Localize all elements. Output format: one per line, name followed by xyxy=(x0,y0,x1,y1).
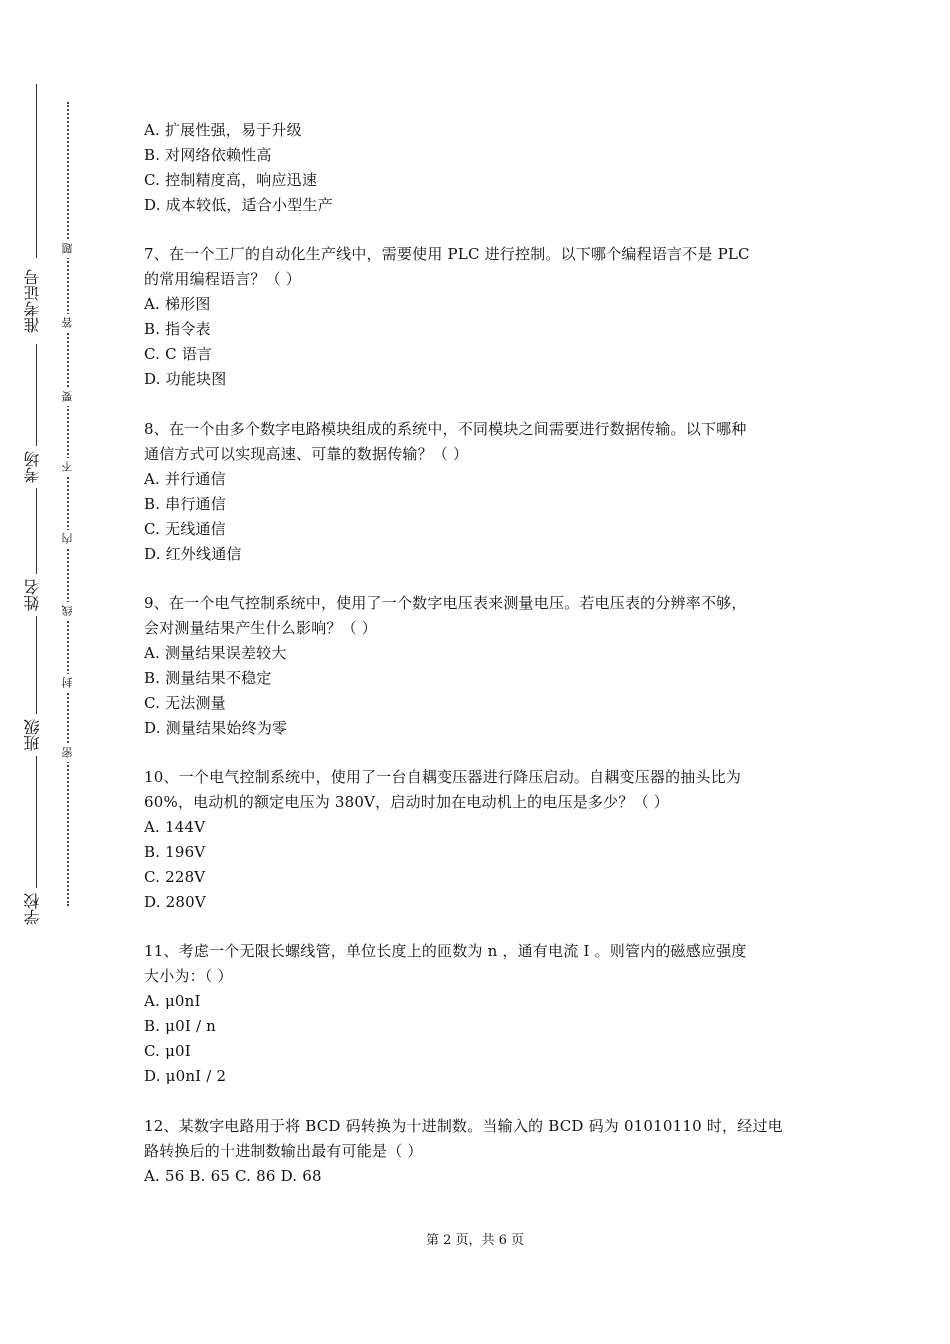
question-stem: 大小为：（ ） xyxy=(144,967,233,985)
question-stem: 9、在一个电气控制系统中，使用了一个数字电压表来测量电压。若电压表的分辨率不够， xyxy=(144,594,747,612)
option-d: D. μ0nI / 2 xyxy=(144,1067,227,1085)
field-exam-number: 准考证号 xyxy=(23,269,42,333)
option-a: A. 144V xyxy=(144,818,206,836)
option-d: D. 功能块图 xyxy=(144,370,227,388)
option-b: B. 指令表 xyxy=(144,320,211,338)
question-stem: 11、考虑一个无限长螺线管，单位长度上的匝数为 n ，通有电流 I 。则管内的磁感应强度 xyxy=(144,942,747,960)
question-stem: 10、一个电气控制系统中，使用了一台自耦变压器进行降压启动。自耦变压器的抽头比为 xyxy=(144,768,742,786)
option-b: B. 串行通信 xyxy=(144,495,226,513)
option-b: B. 对网络依赖性高 xyxy=(144,146,272,164)
option-c: C. 228V xyxy=(144,868,206,886)
option-b: B. μ0I / n xyxy=(144,1017,217,1035)
option-c: C. C 语言 xyxy=(144,345,213,363)
option-a: A. 扩展性强，易于升级 xyxy=(144,121,302,139)
option-d: D. 成本较低，适合小型生产 xyxy=(144,196,333,214)
seal-char: 要 xyxy=(60,388,76,406)
question-stem: 60%，电动机的额定电压为 380V，启动时加在电动机上的电压是多少？（ ） xyxy=(144,793,669,811)
question-stem: 路转换后的十进制数输出最有可能是（ ） xyxy=(144,1142,423,1160)
option-d: D. 280V xyxy=(144,893,206,911)
question-stem: 12、某数字电路用于将 BCD 码转换为十进制数。当输入的 BCD 码为 01010110 时，经过电 xyxy=(144,1117,783,1135)
question-stem: 通信方式可以实现高速、可靠的数据传输？（ ） xyxy=(144,445,469,463)
binding-line xyxy=(36,344,37,446)
option-a: A. μ0nI xyxy=(144,992,201,1010)
question-stem: 7、在一个工厂的自动化生产线中，需要使用 PLC 进行控制。以下哪个编程语言不是 PLC xyxy=(144,245,750,263)
option-c: C. μ0I xyxy=(144,1042,191,1060)
option-d: D. 红外线通信 xyxy=(144,545,242,563)
option-a: A. 测量结果误差较大 xyxy=(144,644,287,662)
question-stem: 8、在一个由多个数字电路模块组成的系统中，不同模块之间需要进行数据传输。以下哪种 xyxy=(144,420,747,438)
question-stem: 会对测量结果产生什么影响？（ ） xyxy=(144,619,377,637)
page-number: 第 2 页，共 6 页 xyxy=(425,1233,525,1248)
binding-line xyxy=(36,488,37,574)
seal-dotted-line xyxy=(67,102,69,906)
field-exam-room: 考场 xyxy=(23,451,42,483)
option-c: C. 无法测量 xyxy=(144,694,226,712)
field-name: 姓名 xyxy=(23,579,42,611)
seal-char: 密 xyxy=(60,744,76,762)
seal-char: 内 xyxy=(60,530,76,548)
option-a: A. 并行通信 xyxy=(144,470,226,488)
options-inline: A. 56 B. 65 C. 86 D. 68 xyxy=(144,1167,322,1185)
option-b: B. 196V xyxy=(144,843,206,861)
binding-line xyxy=(36,616,37,714)
seal-char: 不 xyxy=(60,458,76,476)
binding-line xyxy=(36,756,37,888)
seal-char: 线 xyxy=(60,602,76,620)
seal-char: 答 xyxy=(60,314,76,332)
option-a: A. 梯形图 xyxy=(144,295,211,313)
option-d: D. 测量结果始终为零 xyxy=(144,719,288,737)
option-b: B. 测量结果不稳定 xyxy=(144,669,272,687)
option-c: C. 控制精度高，响应迅速 xyxy=(144,171,318,189)
question-stem: 的常用编程语言？（ ） xyxy=(144,270,301,288)
seal-char: 题 xyxy=(60,240,76,258)
option-c: C. 无线通信 xyxy=(144,520,226,538)
field-class: 班级 xyxy=(23,719,42,751)
seal-char: 封 xyxy=(60,674,76,692)
field-school: 学校 xyxy=(23,893,42,925)
binding-line xyxy=(36,84,37,258)
